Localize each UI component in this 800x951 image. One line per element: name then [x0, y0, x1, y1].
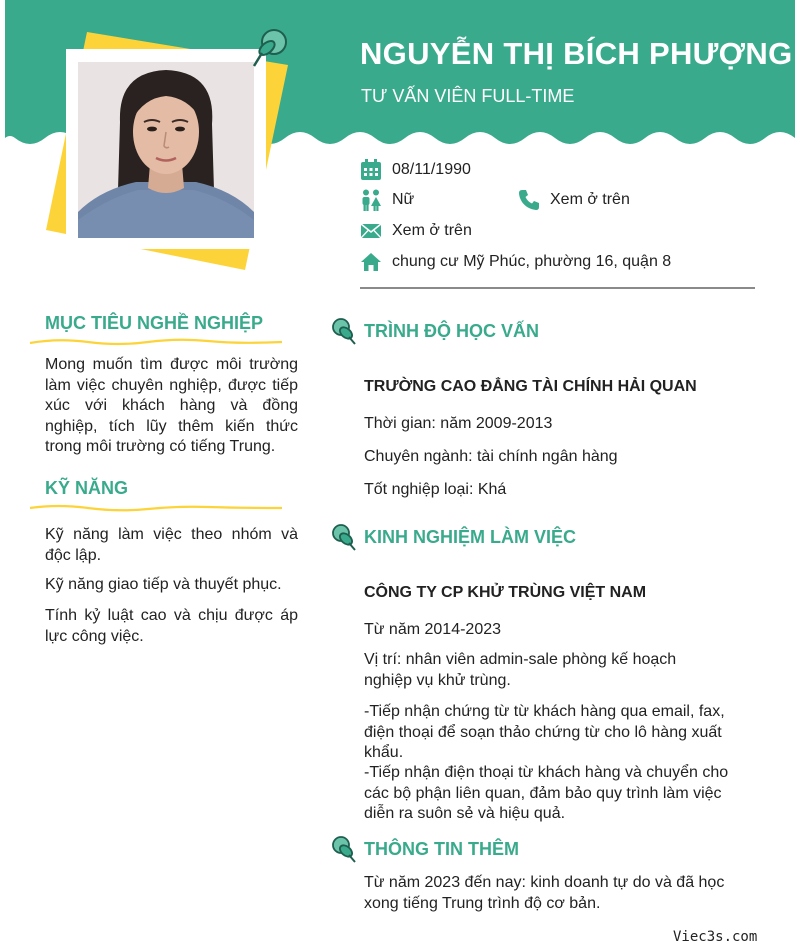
dob-row	[360, 159, 471, 181]
pushpin-icon	[330, 835, 356, 863]
education-major: Chuyên ngành: tài chính ngân hàng	[364, 448, 618, 465]
calendar-icon	[360, 159, 382, 181]
phone-icon	[518, 189, 540, 211]
gender-icon	[360, 189, 382, 211]
skill-item: Kỹ năng giao tiếp và thuyết phục.	[45, 576, 282, 593]
objective-squiggle	[28, 336, 284, 348]
skill-item: Tính kỷ luật cao và chịu được áp lực công việc.	[45, 607, 298, 645]
education-grade: Tốt nghiệp loại: Khá	[364, 481, 507, 498]
portrait-photo	[78, 62, 254, 238]
header-divider	[360, 287, 755, 289]
address-value: chung cư Mỹ Phúc, phường 16, quận 8	[392, 253, 672, 270]
address-row	[360, 251, 671, 273]
education-period: Thời gian: năm 2009-2013	[364, 415, 553, 432]
pushpin-icon	[330, 317, 356, 345]
gender-row	[360, 189, 414, 211]
candidate-name: NGUYỄN THỊ BÍCH PHƯỢNG	[360, 36, 793, 71]
experience-heading: KINH NGHIỆM LÀM VIỆC	[364, 526, 577, 547]
skills-heading: KỸ NĂNG	[45, 478, 129, 498]
objective-heading: MỤC TIÊU NGHỀ NGHIỆP	[45, 313, 264, 333]
avatar	[78, 62, 254, 238]
email-row	[360, 220, 472, 242]
skills-squiggle	[28, 502, 284, 514]
experience-duty: -Tiếp nhận chứng từ từ khách hàng qua email, fax, điện thoại để soạn thảo chứng từ cho lô hàng xuất khẩu.	[364, 703, 725, 761]
job-title: TƯ VẤN VIÊN FULL-TIME	[361, 86, 575, 106]
experience-period: Từ năm 2014-2023	[364, 621, 502, 638]
objective-text: Mong muốn tìm được môi trường làm việc chuyên nghiệp, được tiếp xúc với khách hàng và đồng nghiệp, tích lũy thêm kiến thức trong môi trường có tiếng Trung.	[45, 356, 298, 455]
company-name: CÔNG TY CP KHỬ TRÙNG VIỆT NAM	[364, 584, 647, 601]
header-pushpin-icon	[250, 26, 290, 70]
skill-item: Kỹ năng làm việc theo nhóm và độc lập.	[45, 526, 298, 564]
school-name: TRƯỜNG CAO ĐẲNG TÀI CHÍNH HẢI QUAN	[364, 378, 697, 395]
home-icon	[360, 251, 382, 273]
dob-value: 08/11/1990	[392, 161, 471, 178]
additional-heading: THÔNG TIN THÊM	[364, 838, 519, 859]
additional-text: Từ năm 2023 đến nay: kinh doanh tự do và đã học xong tiếng Trung trình độ cơ bản.	[364, 874, 725, 912]
phone-value: Xem ở trên	[550, 191, 630, 208]
experience-duty: -Tiếp nhận điện thoại từ khách hàng và chuyển cho các bộ phận liên quan, đảm bảo quy trình làm việc diễn ra suôn sẻ và hiệu quả.	[364, 764, 729, 822]
watermark: Viec3s.com	[673, 929, 758, 945]
education-heading: TRÌNH ĐỘ HỌC VẤN	[364, 320, 539, 341]
education-heading-row	[330, 317, 539, 345]
additional-heading-row	[330, 835, 519, 863]
pushpin-icon	[330, 523, 356, 551]
experience-position: Vị trí: nhân viên admin-sale phòng kế hoạch nghiệp vụ khử trùng.	[364, 651, 677, 689]
experience-heading-row	[330, 523, 576, 551]
email-value: Xem ở trên	[392, 222, 472, 239]
gender-value: Nữ	[392, 191, 415, 208]
phone-row	[518, 189, 630, 211]
email-icon	[360, 220, 382, 242]
